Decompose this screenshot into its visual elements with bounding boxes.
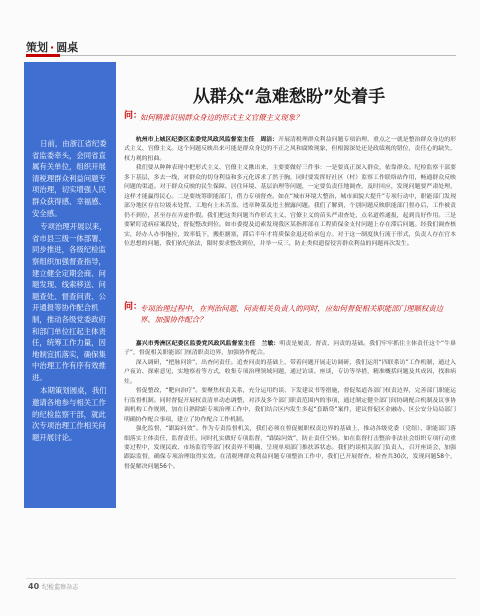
- answer-paragraph: 强化监督，“跟踪问效”。作为专责监督机关，我们必须在督促履职权责边界的基础上，推动各级党委（党组）、职能部门落细落实主体责任，监督责任。同时扎实做好专项监督，“跟踪问效”，防止责任空转。如在监督打击整治非法社会组织专项行动重要过程中，发现民政、市场监管等部门权责界不明确，呈现单项部门推扶诉状态。我们约谈相关部门负责人，召开座谈会，加强跟踪监督，确保专项治理取得实效。在清税理群众利益问题专项整治工作中，我们已开展督查、检查共30次，发现问题58个，督促解决问题56个。: [124, 426, 456, 470]
- page-number: 40: [28, 582, 40, 591]
- answer-paragraph: 督促整改，“靶向治疗”。要聚焦权责关系，充分运用约谈、下发建议书等措施，督促渠道各部门权责边界，完善部门职能运行监督机制。同时督促开展权责清单动态调整，对涉及多个部门职责范围内的事项，通过制定健全部门间协调配合机制及议事协调机构工作规则，加在日熟除距专项治理工作中，我们结合区内发生多起“套路贷”案件，建议督促区金融办、区公安分局局部门明确协作配合事项，建立了协作配合工作机制。: [124, 388, 456, 423]
- section-separator: ·: [50, 41, 55, 54]
- answer-paragraph: 我们要从种种表现中把形式主义、官僚主义揪出来，主要要做好三件事：一是要真正深入群众，依靠群众。纪检监察干部要多下基层，多去一线，对群众的切身利益和多元化诉求了然于胸，同时要发挥好社区（村）监察工作联络站作用，畅通群众反映问题的渠道。对于群众反映的民生保障、居住环境、基层治理等问题，一定要负责任地调查，及时回应，发现问题要严肃处理，这样才能赢得民心。二是要统筹职能部门，借力专项督查。如在“城市环境大整治，城市面貌大提升”专项行动中，职能部门发现部分地区存在垃圾未处置、工地有土未苫盖、违章种菜及违土擅露问题。我们了解到，个别问题反映职能部门督办后，工作被责仍不到位，甚至存在弄虚作假。我们把这类问题当作形式主义、官僚主义的苗头严肃查处，点名道姓通报，起到良好作用。三是要紧盯适病症案段处，督促整改到位。如市委提及追索发现我区某指挥部在工程质保金支付问题上存在滞后问题。经我们调查核实，经办人办事拖拉，效率低下，搬拒搪塞，滞后半年才将质保金退还给承包方。对于这一制度执行流于形式，负责人存在官本位思想的问题，我们依纪依法，限时要求整改到位，并举一反三，防止类似遗留侵害群众利益的问题再次发生。: [124, 165, 456, 247]
- question-label: 问：: [124, 302, 143, 312]
- speaker-name: 嘉兴市秀洲区纪委区监委党风政风监督室主任 兰敏：: [135, 341, 280, 347]
- answer-paragraph: 杭州市上城区纪委区监委党风政风监督室主任 周洁：开展清税理群众利益问题专项治理，重点之一就是整治群众身边的形式主义、官僚主义。这个问题反映出来可能是群众身边的不正之风和腐败现象，但根源深处还是政绩观的错位，责任心的缺失，权力观的扭曲。: [124, 137, 457, 162]
- header-divider: [26, 55, 456, 56]
- answer-1: [124, 136, 456, 249]
- section-name: 策划: [26, 41, 48, 54]
- question-label: 问：: [124, 111, 143, 121]
- question-1: [124, 112, 456, 123]
- answer-paragraph: 嘉兴市秀洲区纪委区监委党风政风监督室主任 兰敏：明责是履责、督责、问责的基础。我们牢牢抓住主体责任这个“牛鼻子”，督促相关职能部门厘清职责边界，加强协作配合。: [124, 341, 457, 357]
- header-accent-bar: [26, 54, 60, 57]
- answer-paragraph: 深入调研，“把脉问诊”，出查问责任。追查问责的基础上，带着问题开展走访调研，我们运用“四联系访”工作机制，通过入户夜访、探索意见，实地察看等方式，收集专项治理领域问题，通过访谈、座谈，专访等举措，精准概括问题及其成因，找准病灶。: [124, 359, 456, 385]
- section-tag: [26, 39, 78, 55]
- sidebar-paragraph: 日前，由浙江省纪委省监委牵头，会同省直属有关单位，组织开展清税理群众利益问题专项治理，切实增强人民群众获得感、幸福感、安全感。: [32, 139, 107, 218]
- page-footer: [28, 582, 78, 591]
- question-text: 如何精准识别群众身边的形式主义官僚主义现象？: [140, 113, 303, 122]
- speaker-name: 杭州市上城区纪委区监委党风政风监督室主任 周洁：: [135, 137, 279, 143]
- sidebar-intro: [32, 138, 110, 445]
- question-text: 专项治理过程中，在判治问题、问责相关负责人的同时，应如何督促相关职能部门理顺权责边界、加强协作配合？: [140, 304, 444, 324]
- footer-divider: [26, 578, 456, 579]
- sidebar-paragraph: 专项治理开展以来，省市县三级一体部署、同步推进，各级纪检监察组织加强督查指导，建立健全定期会商、问题发现、线索移送、问题查处、督查问责、公开通报等协作配合机制，推动各级党委政府和部门单位扛起主体责任，统筹工作力量，因地制宜抓落实，确保集中治理工作有序有效推进。: [32, 222, 107, 382]
- publication-name: 纪检监察杂志: [42, 584, 79, 591]
- subsection-name: 圆桌: [56, 41, 79, 54]
- sidebar-paragraph: 本期策划圆桌，我们邀请各地参与相关工作的纪检监察干部，就此次专项治理工作相关问题开展讨论。: [32, 386, 107, 442]
- article-title: 从群众“急难愁盼”处着手: [192, 87, 386, 107]
- question-2: [124, 303, 456, 325]
- answer-2: [124, 340, 456, 472]
